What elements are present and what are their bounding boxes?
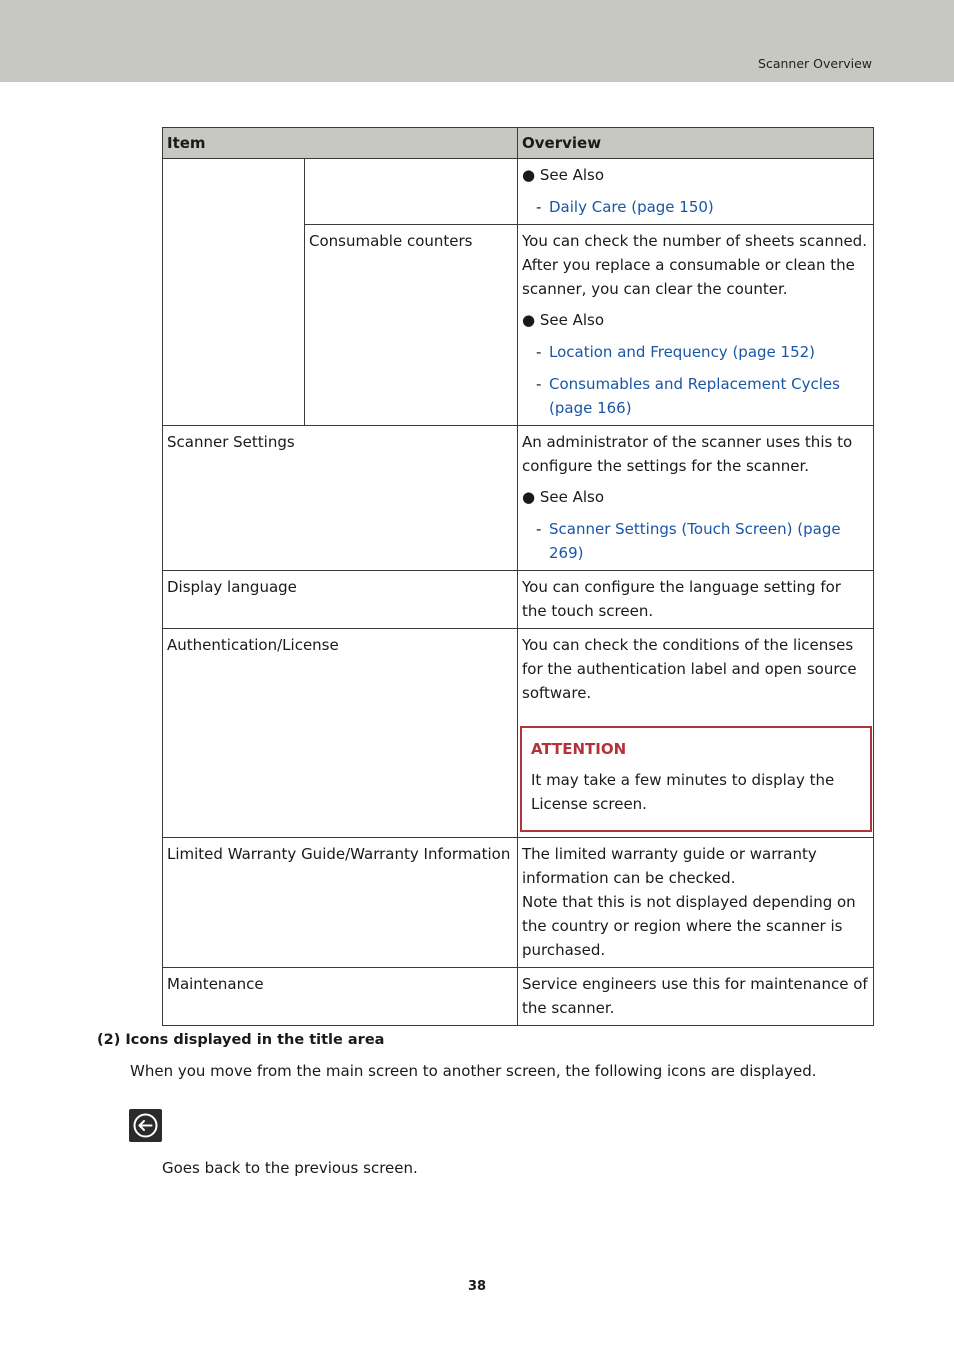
table-row <box>163 426 874 571</box>
table-row <box>163 571 874 629</box>
item-scanner-settings: Scanner Settings <box>163 426 518 571</box>
overview-text: Service engineers use this for maintenance of the scanner. <box>518 968 874 1026</box>
overview-table <box>162 127 874 1026</box>
item-authentication-license: Authentication/License <box>163 629 518 838</box>
column-header-item: Item <box>163 128 518 159</box>
overview-text: You can check the number of sheets scanned. After you replace a consumable or clean the scanner, you can clear the counter. <box>522 232 867 298</box>
section-heading: (2) Icons displayed in the title area <box>97 1032 385 1048</box>
overview-cell <box>518 159 874 225</box>
overview-cell <box>518 426 874 571</box>
dash-marker: - <box>536 520 542 538</box>
table-row <box>163 838 874 968</box>
item-display-language: Display language <box>163 571 518 629</box>
attention-text: It may take a few minutes to display the License screen. <box>531 771 835 813</box>
link-location-frequency[interactable]: Location and Frequency (page 152) <box>549 343 816 361</box>
link-scanner-settings[interactable]: Scanner Settings (Touch Screen) (page 269) <box>549 520 841 562</box>
item-maintenance: Maintenance <box>163 968 518 1026</box>
column-header-overview: Overview <box>518 128 874 159</box>
table-row <box>163 629 874 838</box>
overview-cell <box>518 629 874 838</box>
page-number: 38 <box>467 1279 487 1294</box>
overview-note: Note that this is not displayed depending on the country or region where the scanner is purchased. <box>522 893 856 959</box>
see-also-label: ● See Also <box>522 166 605 184</box>
attention-box <box>520 726 872 832</box>
attention-title: ATTENTION <box>531 740 627 758</box>
see-also-label: ● See Also <box>522 311 605 329</box>
reference-item <box>522 372 869 420</box>
dash-marker: - <box>536 343 542 361</box>
dash-marker: - <box>536 198 542 216</box>
reference-item <box>522 340 869 364</box>
empty-parent-cell <box>163 159 305 426</box>
overview-text: You can check the conditions of the licenses for the authentication label and open source software. <box>522 636 857 702</box>
table-row <box>163 968 874 1026</box>
reference-item <box>522 517 869 565</box>
dash-marker: - <box>536 375 542 393</box>
overview-text: You can configure the language setting for the touch screen. <box>518 571 874 629</box>
empty-item-cell <box>305 159 518 225</box>
link-daily-care[interactable]: Daily Care (page 150) <box>549 198 714 216</box>
reference-item <box>522 195 869 219</box>
link-consumables-replacement[interactable]: Consumables and Replacement Cycles (page 166) <box>549 375 840 417</box>
page-header-title: Scanner Overview <box>758 56 872 71</box>
item-limited-warranty: Limited Warranty Guide/Warranty Information <box>163 838 518 968</box>
back-icon-description: Goes back to the previous screen. <box>162 1159 418 1177</box>
back-arrow-icon <box>129 1109 162 1142</box>
overview-cell <box>518 838 874 968</box>
table-header-row <box>163 128 874 159</box>
table-row <box>163 159 874 225</box>
overview-text: An administrator of the scanner uses this to configure the settings for the scanner. <box>522 433 853 475</box>
section-description: When you move from the main screen to another screen, the following icons are displayed. <box>130 1062 817 1080</box>
overview-cell <box>518 225 874 426</box>
see-also-label: ● See Also <box>522 488 605 506</box>
overview-text: The limited warranty guide or warranty information can be checked. <box>522 845 817 887</box>
header-band <box>0 0 954 82</box>
item-consumable-counters: Consumable counters <box>305 225 518 426</box>
